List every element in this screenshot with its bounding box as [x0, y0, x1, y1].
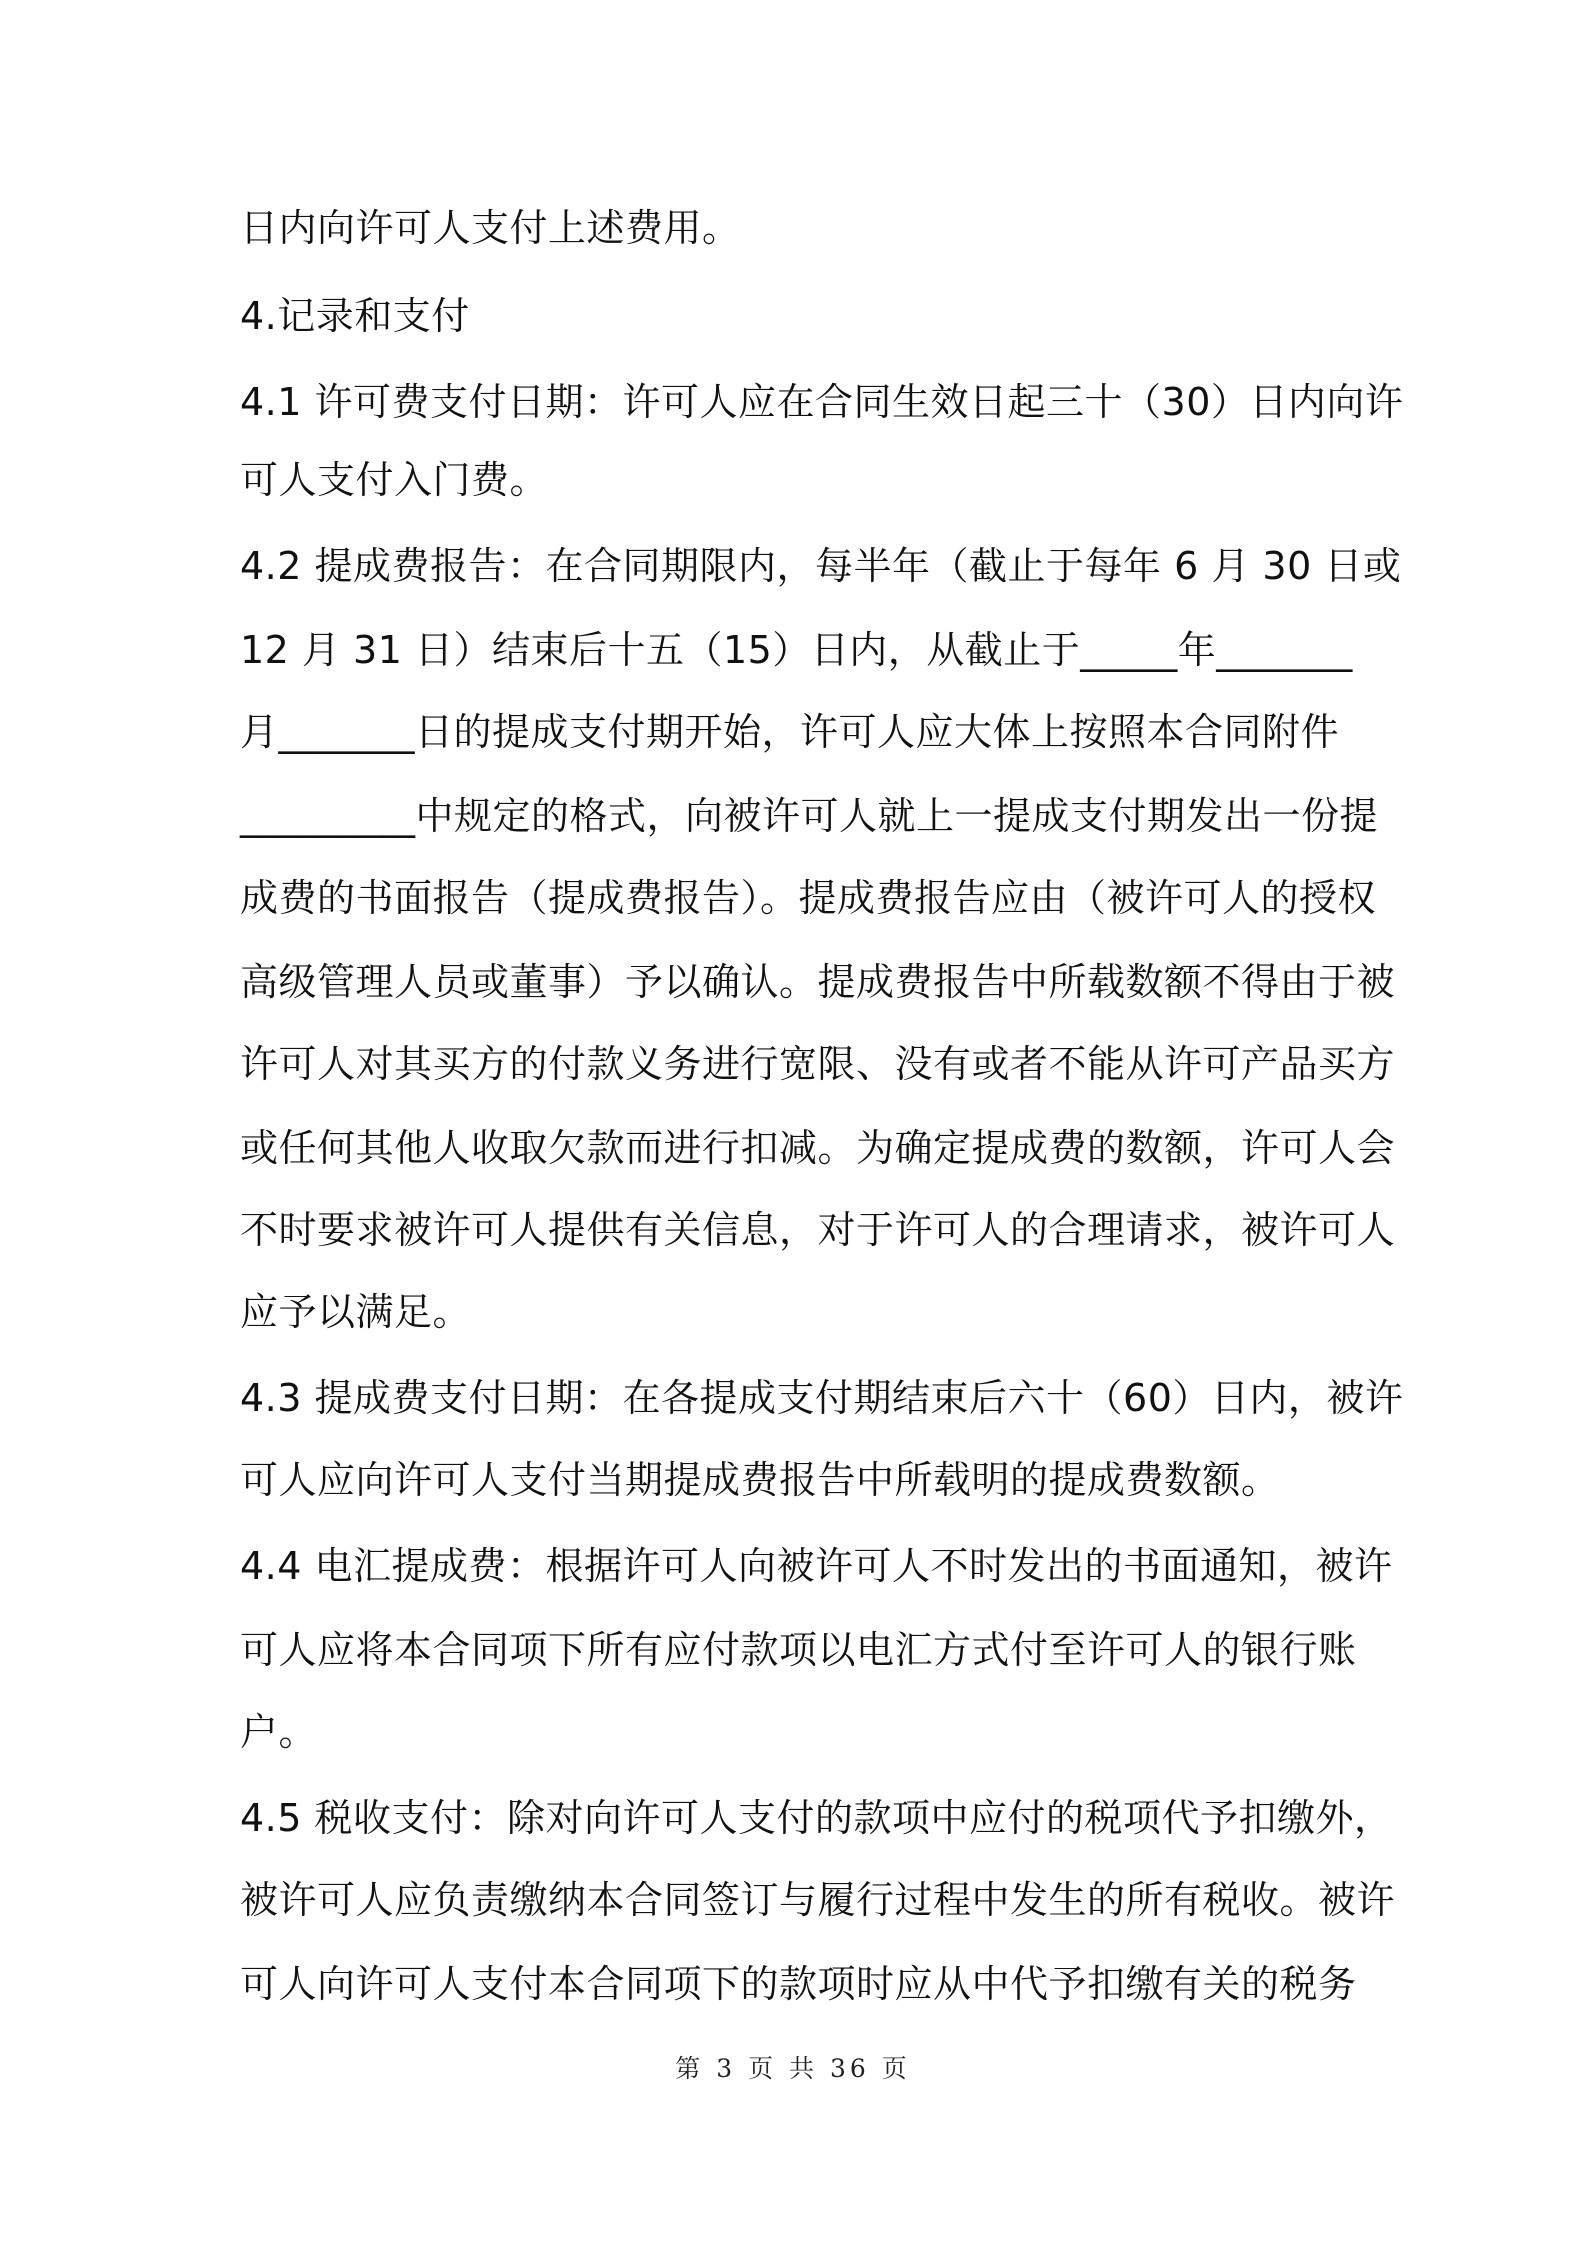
text-line: 可人应将本合同项下所有应付款项以电汇方式付至许可人的银行账 — [240, 1628, 1357, 1672]
text-line: 应予以满足。 — [240, 1290, 472, 1334]
text-line: 许可人对其买方的付款义务进行宽限、没有或者不能从许可产品买方 — [240, 1042, 1396, 1086]
text-line: 可人支付入门费。 — [240, 458, 549, 502]
text-line: 被许可人应负责缴纳本合同签订与履行过程中发生的所有税收。被许 — [240, 1878, 1396, 1922]
text-line: 可人向许可人支付本合同项下的款项时应从中代予扣缴有关的税务 — [240, 1962, 1357, 2006]
text-line: 可人应向许可人支付当期提成费报告中所载明的提成费数额。 — [240, 1458, 1280, 1502]
text-line: 4.2 提成费报告：在合同期限内，每半年（截止于每年 6 月 30 日或 — [240, 544, 1402, 588]
page-number-footer: 第 3 页 共 36 页 — [675, 2054, 911, 2083]
text-line: 不时要求被许可人提供有关信息，对于许可人的合理请求，被许可人 — [240, 1208, 1396, 1252]
text-line: 或任何其他人收取欠款而进行扣减。为确定提成费的数额，许可人会 — [240, 1126, 1396, 1170]
section-heading: 4.记录和支付 — [240, 294, 470, 338]
text-line: 12 月 31 日）结束后十五（15）日内，从截止于_____年_______ — [240, 628, 1353, 672]
text-line: 4.3 提成费支付日期：在各提成支付期结束后六十（60）日内，被许 — [240, 1376, 1404, 1420]
text-line: 4.4 电汇提成费：根据许可人向被许可人不时发出的书面通知，被许 — [240, 1544, 1393, 1588]
text-line: 户。 — [240, 1710, 318, 1754]
text-line: 日内向许可人支付上述费用。 — [240, 206, 741, 250]
text-line: 4.1 许可费支付日期：许可人应在合同生效日起三十（30）日内向许 — [240, 380, 1404, 424]
text-line: 高级管理人员或董事）予以确认。提成费报告中所载数额不得由于被 — [240, 960, 1396, 1004]
text-line: 4.5 税收支付：除对向许可人支付的款项中应付的税项代予扣缴外， — [240, 1796, 1393, 1840]
text-line: _________中规定的格式，向被许可人就上一提成支付期发出一份提 — [240, 794, 1379, 838]
text-line: 成费的书面报告（提成费报告）。提成费报告应由（被许可人的授权 — [240, 876, 1377, 920]
text-line: 月_______日的提成支付期开始，许可人应大体上按照本合同附件 — [240, 710, 1340, 754]
